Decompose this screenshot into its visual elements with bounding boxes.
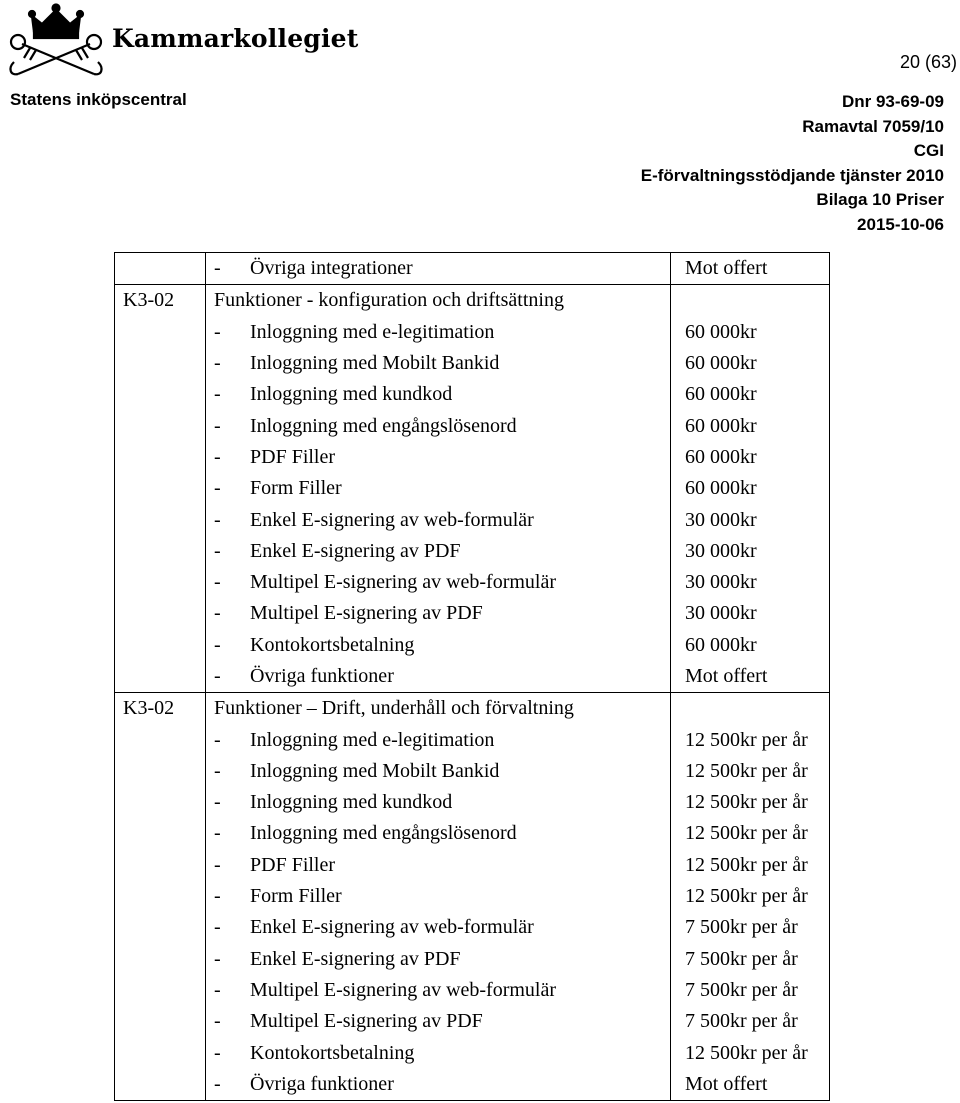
kammarkollegiet-logo [4, 2, 359, 80]
row-item-label: Övriga funktioner [250, 665, 394, 687]
list-dash: - [214, 791, 221, 814]
list-dash: - [214, 352, 221, 375]
row-code [115, 724, 206, 755]
row-description [206, 598, 671, 629]
row-price: 30 000kr [671, 567, 830, 598]
header-date: 2015-10-06 [857, 214, 944, 234]
header-meta [641, 90, 944, 238]
table-row [115, 598, 830, 629]
row-item-label: Enkel E-signering av web-formulär [250, 508, 534, 531]
row-price: 12 500kr per år [671, 724, 830, 755]
price-table [114, 252, 830, 1101]
table-row [115, 693, 830, 725]
list-dash: - [214, 414, 221, 437]
row-price: 60 000kr [671, 630, 830, 661]
row-item-label: Övriga funktioner [250, 1072, 394, 1095]
table-row [115, 1037, 830, 1068]
list-dash: - [214, 885, 221, 908]
row-code [115, 944, 206, 975]
row-item-label: Kontokortsbetalning [250, 633, 415, 656]
row-code [115, 348, 206, 379]
row-description [206, 1006, 671, 1037]
row-description [206, 567, 671, 598]
row-code [115, 504, 206, 535]
list-dash: - [214, 853, 221, 876]
list-dash: - [214, 1072, 221, 1095]
row-item-label: Multipel E-signering av web-formulär [250, 571, 557, 594]
list-dash: - [214, 257, 221, 280]
table-row [115, 348, 830, 379]
row-code [115, 630, 206, 661]
list-dash: - [214, 947, 221, 970]
row-item-label: Multipel E-signering av PDF [250, 602, 483, 625]
row-code [115, 912, 206, 943]
row-description [206, 1069, 671, 1101]
crown-keys-emblem-icon [4, 2, 108, 80]
table-row [115, 379, 830, 410]
table-row [115, 317, 830, 348]
row-price: 30 000kr [671, 598, 830, 629]
list-dash: - [214, 1041, 221, 1064]
list-dash: - [214, 633, 221, 656]
row-item-label: Multipel E-signering av PDF [250, 1010, 483, 1033]
table-row [115, 442, 830, 473]
row-code [115, 442, 206, 473]
row-code [115, 850, 206, 881]
table-row [115, 975, 830, 1006]
table-row [115, 756, 830, 787]
row-description [206, 756, 671, 787]
row-code [115, 567, 206, 598]
row-item-label: Inloggning med engångslösenord [250, 414, 517, 437]
list-dash: - [214, 978, 221, 1001]
row-code [115, 473, 206, 504]
row-description [206, 975, 671, 1006]
table-row [115, 661, 830, 693]
table-row [115, 285, 830, 317]
list-dash: - [214, 665, 221, 687]
row-item-label: Multipel E-signering av web-formulär [250, 978, 557, 1001]
row-price: 12 500kr per år [671, 850, 830, 881]
row-price: 12 500kr per år [671, 787, 830, 818]
table-row [115, 1006, 830, 1037]
row-price: Mot offert [671, 661, 830, 693]
row-price: 12 500kr per år [671, 1037, 830, 1068]
row-code [115, 253, 206, 285]
row-price: Mot offert [671, 1069, 830, 1101]
row-code [115, 317, 206, 348]
header-organisation: Statens inköpscentral [10, 90, 187, 109]
row-description [206, 724, 671, 755]
list-dash: - [214, 602, 221, 625]
table-row [115, 912, 830, 943]
table-row [115, 630, 830, 661]
row-description [206, 818, 671, 849]
row-item-label: Inloggning med Mobilt Bankid [250, 352, 500, 375]
row-description [206, 787, 671, 818]
row-code [115, 787, 206, 818]
row-description [206, 944, 671, 975]
row-price: 60 000kr [671, 379, 830, 410]
row-price: 60 000kr [671, 442, 830, 473]
row-price [671, 693, 830, 725]
row-price: 12 500kr per år [671, 818, 830, 849]
row-description [206, 881, 671, 912]
row-price: 12 500kr per år [671, 881, 830, 912]
row-price [671, 285, 830, 317]
row-item-label: Funktioner - konfiguration och driftsättning [214, 289, 564, 312]
list-dash: - [214, 445, 221, 468]
row-price: 30 000kr [671, 504, 830, 535]
list-dash: - [214, 383, 221, 406]
row-code [115, 975, 206, 1006]
row-description [206, 850, 671, 881]
row-item-label: Övriga integrationer [250, 257, 413, 280]
row-description [206, 410, 671, 441]
row-code [115, 598, 206, 629]
row-code [115, 1006, 206, 1037]
page-number: 20 (63) [899, 52, 957, 72]
row-description [206, 536, 671, 567]
logo-wordmark: Kammarkollegiet [112, 24, 359, 53]
row-code [115, 818, 206, 849]
row-item-label: Form Filler [250, 885, 342, 908]
list-dash: - [214, 916, 221, 939]
row-price: 60 000kr [671, 348, 830, 379]
row-item-label: Form Filler [250, 477, 342, 500]
row-item-label: Enkel E-signering av PDF [250, 539, 461, 562]
row-description [206, 442, 671, 473]
row-price: 60 000kr [671, 410, 830, 441]
table-row [115, 536, 830, 567]
table-row [115, 881, 830, 912]
row-price: 7 500kr per år [671, 1006, 830, 1037]
list-dash: - [214, 728, 221, 751]
table-row [115, 253, 830, 285]
header-appendix: Bilaga 10 Priser [816, 190, 944, 210]
row-code [115, 881, 206, 912]
row-item-label: Inloggning med Mobilt Bankid [250, 759, 500, 782]
row-item-label: Inloggning med engångslösenord [250, 822, 517, 845]
row-description [206, 348, 671, 379]
row-item-label: PDF Filler [250, 853, 336, 876]
row-item-label: Inloggning med kundkod [250, 791, 453, 814]
row-price: 60 000kr [671, 473, 830, 504]
table-row [115, 567, 830, 598]
table-row [115, 504, 830, 535]
list-dash: - [214, 539, 221, 562]
table-row [115, 818, 830, 849]
row-price: Mot offert [671, 253, 830, 285]
table-row [115, 410, 830, 441]
row-price: 30 000kr [671, 536, 830, 567]
row-price: 60 000kr [671, 317, 830, 348]
row-code [115, 536, 206, 567]
table-row [115, 944, 830, 975]
table-row [115, 850, 830, 881]
list-dash: - [214, 477, 221, 500]
table-row [115, 1069, 830, 1101]
row-price: 12 500kr per år [671, 756, 830, 787]
row-code [115, 756, 206, 787]
row-code: K3-02 [115, 285, 206, 317]
list-dash: - [214, 1010, 221, 1033]
row-description [206, 317, 671, 348]
row-item-label: Enkel E-signering av web-formulär [250, 916, 534, 939]
price-table-body [115, 253, 830, 1101]
list-dash: - [214, 508, 221, 531]
row-item-label: Funktioner – Drift, underhåll och förvaltning [214, 697, 574, 720]
row-code [115, 379, 206, 410]
row-item-label: Kontokortsbetalning [250, 1041, 415, 1064]
row-code [115, 410, 206, 441]
row-item-label: Inloggning med e-legitimation [250, 320, 495, 343]
row-price: 7 500kr per år [671, 975, 830, 1006]
header-ramavtal: Ramavtal 7059/10 [802, 116, 944, 136]
row-description [206, 661, 671, 693]
table-row [115, 473, 830, 504]
row-code [115, 1037, 206, 1068]
table-row [115, 724, 830, 755]
row-description [206, 253, 671, 285]
row-price: 7 500kr per år [671, 912, 830, 943]
list-dash: - [214, 571, 221, 594]
row-description [206, 630, 671, 661]
row-code: K3-02 [115, 693, 206, 725]
header-area: E-förvaltningsstödjande tjänster 2010 [640, 165, 944, 185]
row-description [206, 1037, 671, 1068]
row-description [206, 473, 671, 504]
row-item-label: Enkel E-signering av PDF [250, 947, 461, 970]
row-description [206, 379, 671, 410]
row-price: 7 500kr per år [671, 944, 830, 975]
row-description [206, 504, 671, 535]
header-dnr: Dnr 93-69-09 [841, 92, 944, 111]
header-supplier: CGI [913, 141, 944, 161]
row-item-label: Inloggning med e-legitimation [250, 728, 495, 751]
list-dash: - [214, 320, 221, 343]
row-item-label: PDF Filler [250, 445, 336, 468]
row-code [115, 661, 206, 693]
row-description [206, 912, 671, 943]
row-code [115, 1069, 206, 1101]
row-description [206, 693, 671, 725]
list-dash: - [214, 822, 221, 845]
list-dash: - [214, 759, 221, 782]
table-row [115, 787, 830, 818]
row-item-label: Inloggning med kundkod [250, 383, 453, 406]
row-description [206, 285, 671, 317]
